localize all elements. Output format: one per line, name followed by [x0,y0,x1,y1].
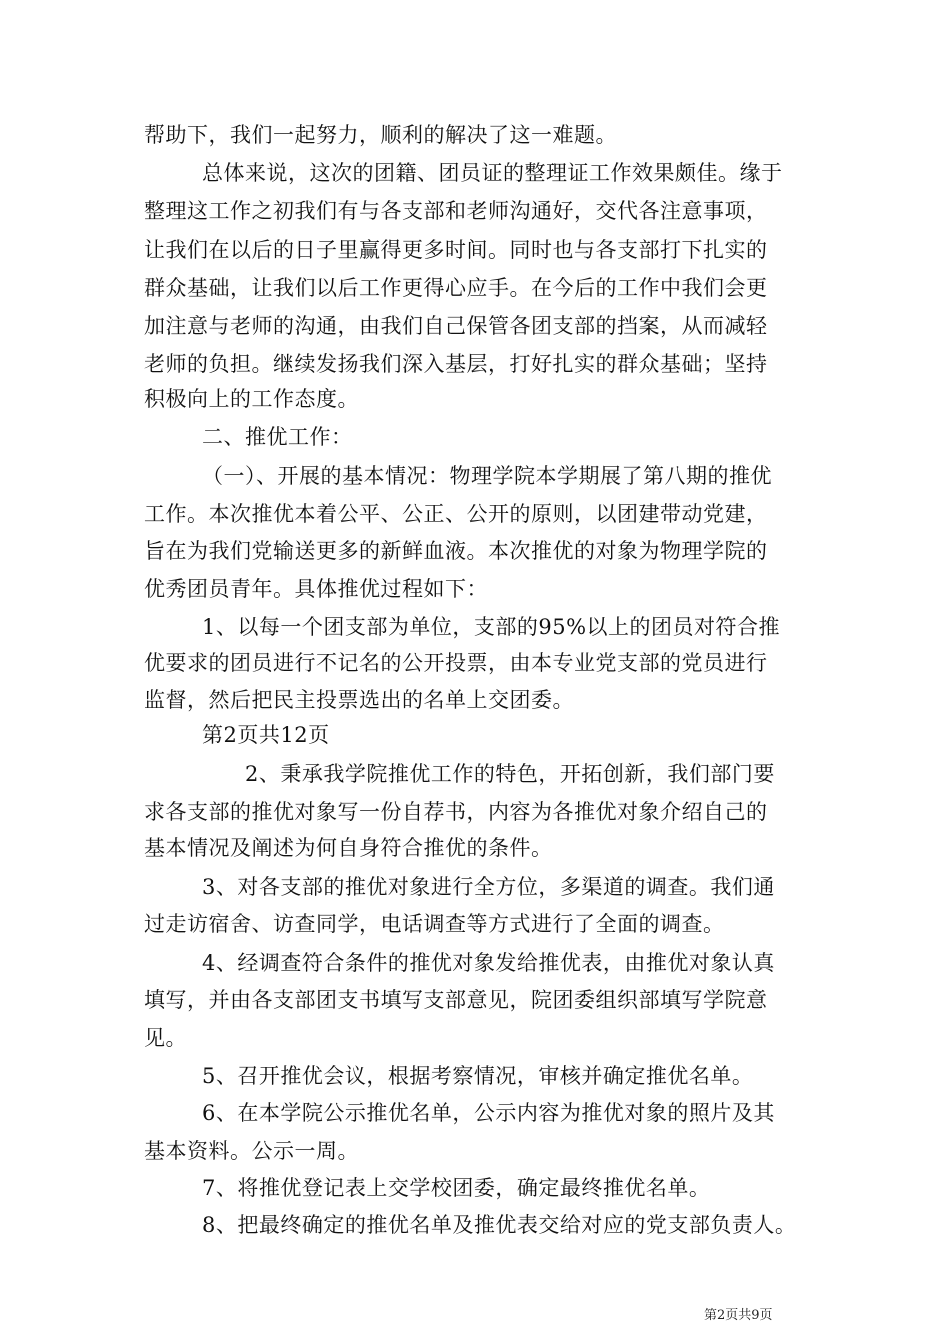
text-line: 积极向上的工作态度。 [144,387,359,411]
text-line: 总体来说，这次的团籍、团员证的整理证工作效果颇佳。缘于 [202,161,783,185]
section-heading: 二、推优工作： [202,425,353,449]
text-line: 让我们在以后的日子里赢得更多时间。同时也与各支部打下扎实的 [144,238,768,262]
text-line: 旨在为我们党输送更多的新鲜血液。本次推优的对象为物理学院的 [144,539,768,563]
text-line: 整理这工作之初我们有与各支部和老师沟通好，交代各注意事项， [144,199,768,223]
text-line: 见。 [144,1026,187,1050]
text-line: 求各支部的推优对象写一份自荐书，内容为各推优对象介绍自己的 [144,800,768,824]
text-line: 8、把最终确定的推优名单及推优表交给对应的党支部负责人。 [202,1213,797,1237]
text-line: 过走访宿舍、访查同学，电话调查等方式进行了全面的调查。 [144,912,725,936]
page-footer: 第2页共9页 [704,1308,773,1323]
text-line: 填写，并由各支部团支书填写支部意见，院团委组织部填写学院意 [144,988,768,1012]
text-line: 监督，然后把民主投票选出的名单上交团委。 [144,688,574,712]
text-line: 4、经调查符合条件的推优对象发给推优表，由推优对象认真 [202,951,775,975]
text-line: 帮助下，我们一起努力，顺利的解决了这一难题。 [144,123,617,147]
text-line: 7、将推优登记表上交学校团委，确定最终推优名单。 [202,1176,711,1200]
text-line: 加注意与老师的沟通，由我们自己保管各团支部的挡案，从而减轻 [144,314,768,338]
text-line: 1、以每一个团支部为单位，支部的95%以上的团员对符合推 [202,615,781,639]
text-line: 6、在本学院公示推优名单，公示内容为推优对象的照片及其 [202,1101,775,1125]
text-line: 3、对各支部的推优对象进行全方位，多渠道的调查。我们通 [202,875,775,899]
text-line: 老师的负担。继续发扬我们深入基层，打好扎实的群众基础；坚持 [144,352,768,376]
inline-page-marker: 第2页共12页 [202,723,330,747]
text-line: 基本资料。公示一周。 [144,1139,359,1163]
text-line: 工作。本次推优本着公平、公正、公开的原则，以团建带动党建， [144,502,768,526]
text-line: 优要求的团员进行不记名的公开投票，由本专业党支部的党员进行 [144,651,768,675]
text-line: 优秀团员青年。具体推优过程如下： [144,577,488,601]
text-line: 群众基础，让我们以后工作更得心应手。在今后的工作中我们会更 [144,276,768,300]
text-line: 2、秉承我学院推优工作的特色，开拓创新，我们部门要 [245,762,775,786]
text-line: 基本情况及阐述为何自身符合推优的条件。 [144,836,553,860]
text-line: 5、召开推优会议，根据考察情况，审核并确定推优名单。 [202,1064,754,1088]
text-line: （一）、开展的基本情况：物理学院本学期展了第八期的推优 [202,464,772,488]
